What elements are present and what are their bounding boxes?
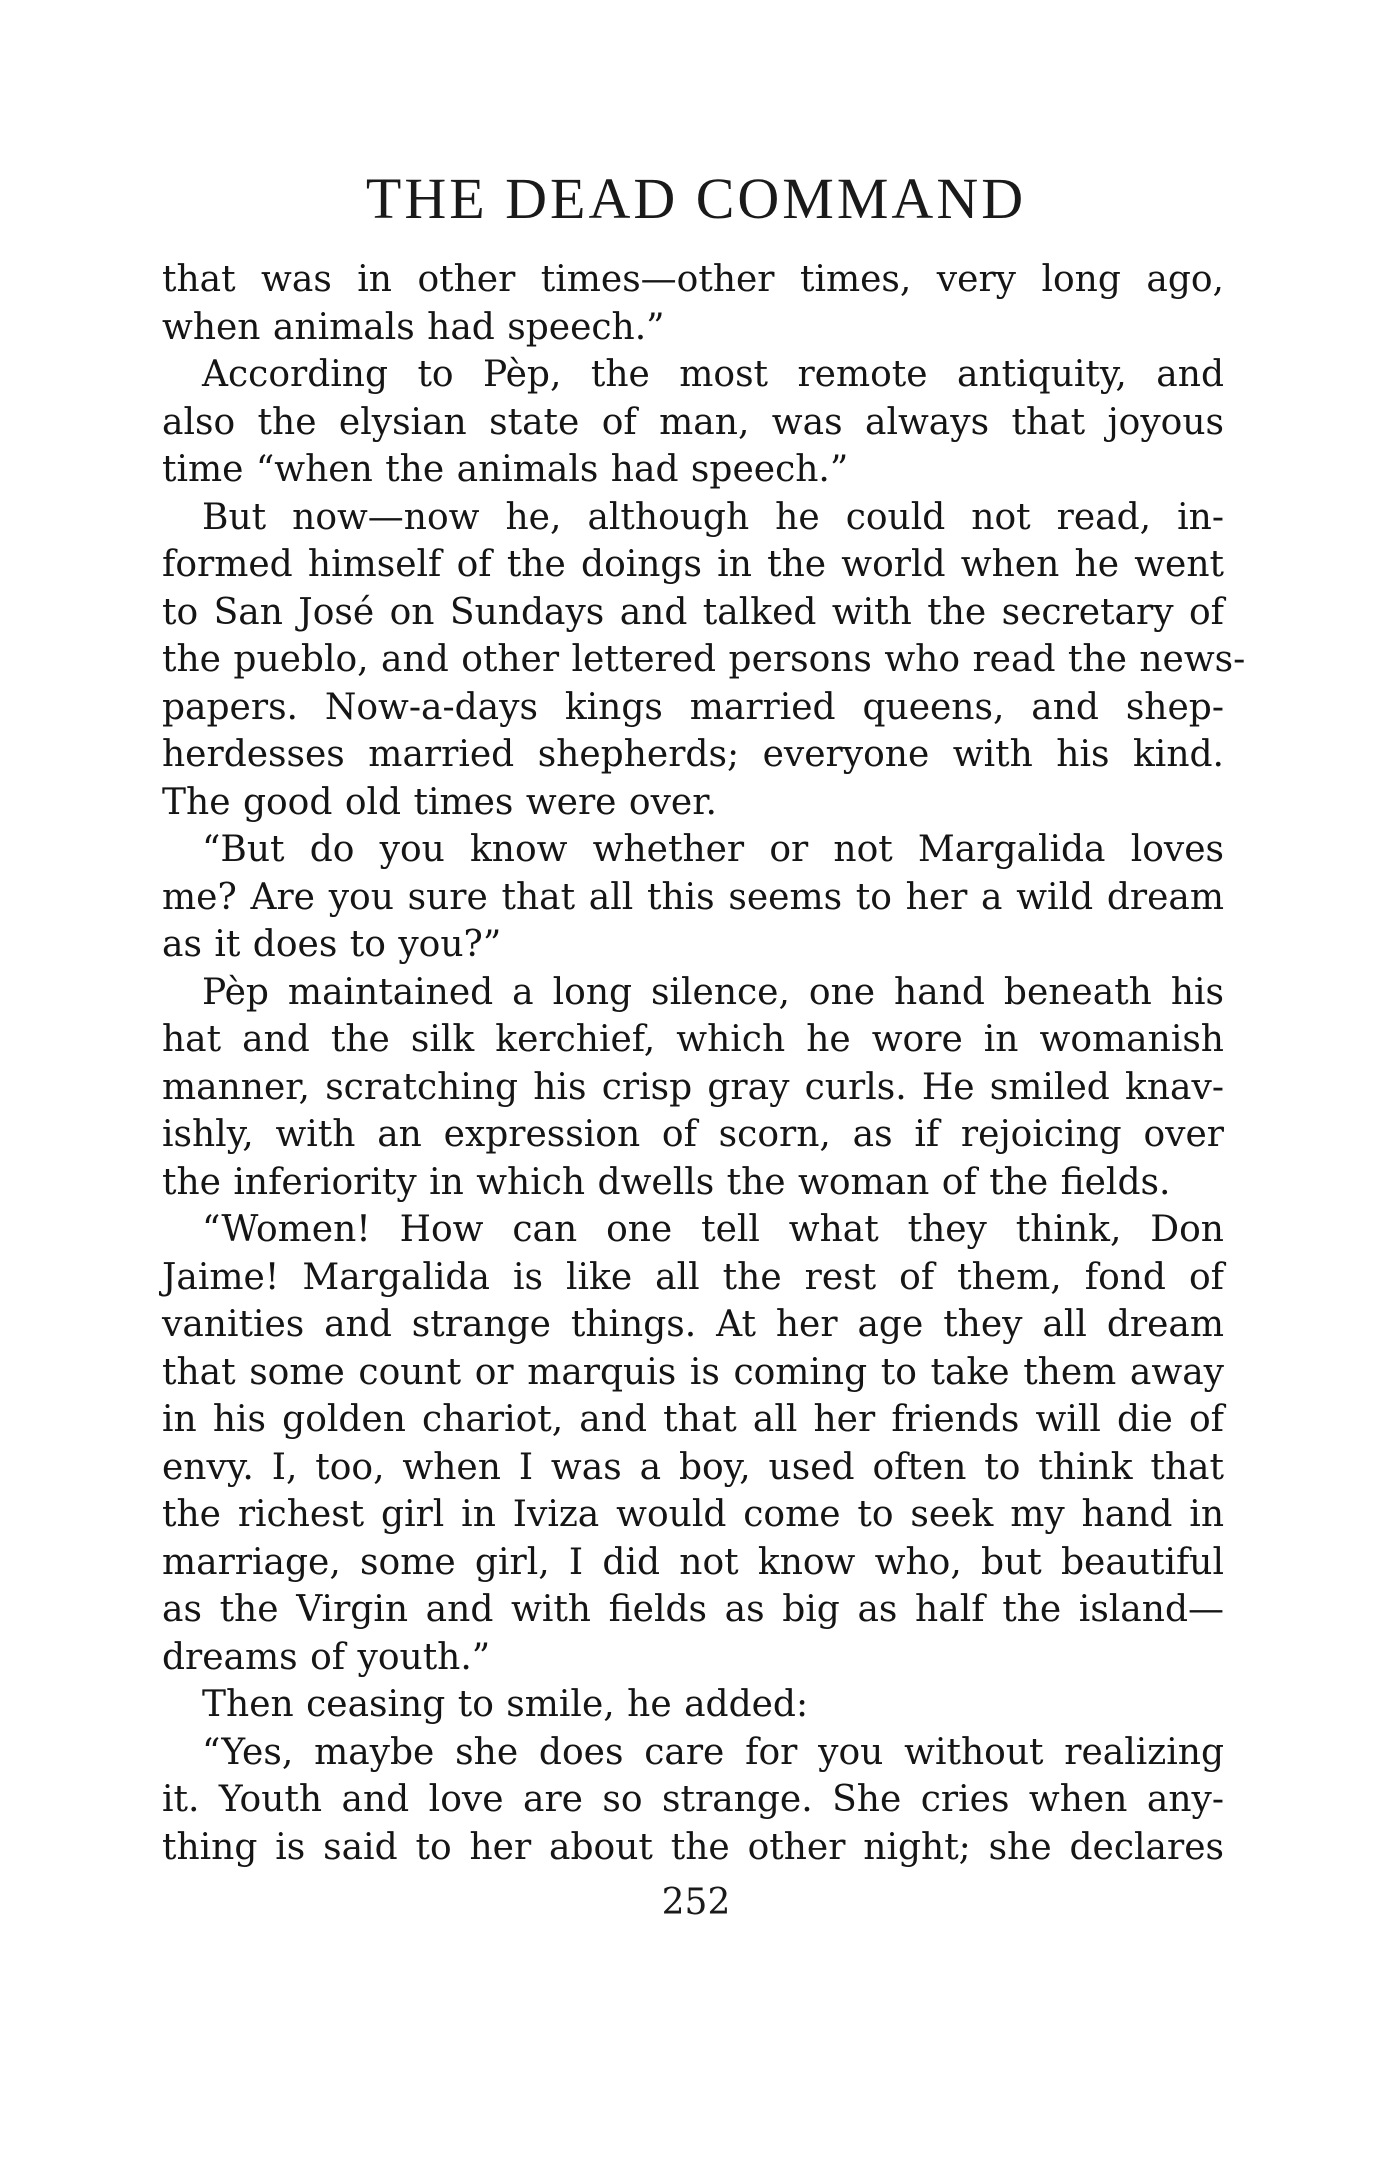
- text-line: ishly, with an expression of scorn, as if rejoicing over: [162, 1114, 1224, 1155]
- text-line: “Yes, maybe she does care for you without realizing: [202, 1731, 1224, 1773]
- text-line: the inferiority in which dwells the woman of the fields.: [162, 1161, 1171, 1203]
- text-line: “Women! How can one tell what they think, Don: [202, 1209, 1224, 1250]
- text-line: dreams of youth.”: [162, 1636, 491, 1678]
- text-line: time “when the animals had speech.”: [162, 449, 849, 490]
- text-line: herdesses married shepherds; everyone with his kind.: [162, 734, 1224, 775]
- text-line: also the elysian state of man, was always that joyous: [162, 401, 1224, 443]
- text-line: formed himself of the doings in the world when he went: [162, 544, 1224, 585]
- text-line: it. Youth and love are so strange. She cries when any-: [162, 1779, 1224, 1820]
- text-line: that some count or marquis is coming to take them away: [162, 1351, 1224, 1393]
- text-line: in his golden chariot, and that all her friends will die of: [162, 1399, 1224, 1440]
- text-line: that was in other times—other times, very long ago,: [162, 259, 1224, 300]
- text-line: marriage, some girl, I did not know who, but beautiful: [162, 1541, 1224, 1583]
- text-line: me? Are you sure that all this seems to her a wild dream: [162, 876, 1224, 918]
- text-line: manner, scratching his crisp gray curls. He smiled knav-: [162, 1066, 1224, 1108]
- running-head: THE DEAD COMMAND: [365, 166, 1027, 231]
- text-line: According to Pèp, the most remote antiquity, and: [202, 354, 1224, 395]
- page-number: 252: [661, 1882, 731, 1923]
- text-line: hat and the silk kerchief, which he wore in womanish: [162, 1019, 1224, 1060]
- text-line: Jaime! Margalida is like all the rest of them, fond of: [162, 1256, 1224, 1298]
- text-line: papers. Now-a-days kings married queens, and shep-: [162, 686, 1224, 728]
- text-line: Pèp maintained a long silence, one hand beneath his: [202, 971, 1224, 1013]
- text-line: Then ceasing to smile, he added:: [202, 1684, 809, 1725]
- text-line: The good old times were over.: [162, 781, 717, 823]
- text-line: the pueblo, and other lettered persons who read the news-: [162, 639, 1246, 680]
- text-line: envy. I, too, when I was a boy, used often to think that: [162, 1446, 1224, 1488]
- text-line: thing is said to her about the other night; she declares: [162, 1826, 1224, 1868]
- text-line: when animals had speech.”: [162, 306, 665, 348]
- text-line: But now—now he, although he could not read, in-: [202, 496, 1224, 538]
- text-line: the richest girl in Iviza would come to seek my hand in: [162, 1494, 1224, 1535]
- text-line: as it does to you?”: [162, 924, 502, 965]
- text-line: “But do you know whether or not Margalida loves: [202, 829, 1224, 870]
- text-line: vanities and strange things. At her age they all dream: [162, 1304, 1224, 1345]
- body-text: [162, 256, 1246, 1871]
- text-line: as the Virgin and with fields as big as half the island—: [162, 1589, 1224, 1630]
- text-line: to San José on Sundays and talked with the secretary of: [162, 591, 1224, 633]
